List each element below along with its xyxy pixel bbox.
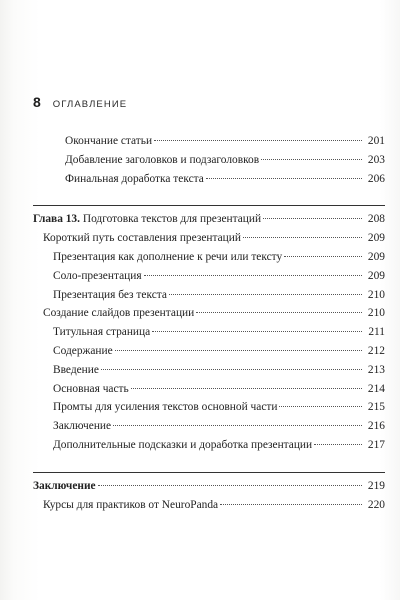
toc-leader-dots [152,331,362,332]
toc-leader-dots [196,312,362,313]
toc-entry-prompts[interactable] [33,398,385,417]
toc-entry-title: Презентация как дополнение к речи или тексту [53,250,283,263]
toc-leader-dots [144,275,362,276]
toc-entry-page: 213 [367,363,385,376]
toc-entry-page: 210 [367,288,385,301]
toc-entry-title: Заключение [33,479,96,492]
toc-entry-title: Курсы для практиков от NeuroPanda [43,498,219,511]
toc-entry-presentation-addition[interactable] [33,248,385,267]
divider [33,472,385,473]
toc-entry-title: Добавление заголовков и подзаголовков [65,153,260,166]
toc-chapter-title-wrap [33,210,261,229]
toc-chapter-13[interactable] [33,210,385,229]
toc-entry-title: Титульная страница [53,326,151,339]
toc-entry-page: 212 [367,344,385,357]
toc-entry-page: 208 [367,213,385,226]
toc-entry-page: 201 [367,135,385,147]
toc-entry-page: 209 [367,269,385,282]
toc-leader-dots [261,159,362,160]
toc-entry-title-page[interactable] [33,323,385,342]
toc-entry-page: 211 [368,326,385,339]
toc-chapter-label: Глава 13. [33,213,80,226]
toc-leader-dots [279,406,362,407]
toc-leader-dots [220,504,362,505]
toc-leader-dots [263,218,362,219]
toc-entry-title: Соло-презентация [53,269,142,282]
toc-entry-page: 214 [367,382,385,395]
toc-entry-page: 206 [367,172,385,185]
toc-entry-title: Создание слайдов презентации [43,307,195,320]
toc-entry-main-part[interactable] [33,380,385,399]
toc-entry-contents[interactable] [33,342,385,361]
section-title: ОГЛАВЛЕНИЕ [52,99,128,110]
toc-entry-page: 209 [367,232,385,245]
divider [33,205,385,206]
toc-entry-page: 209 [367,250,385,263]
toc-entry-title: Введение [53,363,99,376]
toc-entry-creating-slides[interactable] [33,304,385,323]
section-gap [33,455,385,468]
toc-entry-conclusion[interactable] [33,477,385,496]
section-gap [33,188,385,201]
toc-leader-dots [206,178,362,179]
toc-entry-courses[interactable] [33,496,385,515]
toc-entry-title: Содержание [53,344,113,357]
toc-entry-title: Окончание статьи [65,135,153,147]
toc-entry-page: 219 [367,479,385,492]
table-of-contents [33,132,385,514]
toc-leader-dots [98,485,362,486]
toc-entry-title: Короткий путь составления презентаций [43,232,241,245]
toc-entry-page: 217 [367,438,385,451]
toc-leader-dots [314,444,362,445]
toc-entry-adding-headings[interactable] [33,151,385,170]
toc-entry-title: Заключение [53,420,112,433]
toc-leader-dots [115,350,362,351]
toc-entry-title: Промты для усиления текстов основной части [53,401,278,414]
toc-entry-page: 210 [367,307,385,320]
toc-entry-title: Основная часть [53,382,129,395]
toc-leader-dots [131,388,362,389]
toc-entry-title: Презентация без текста [53,288,167,301]
toc-leader-dots [101,369,362,370]
toc-leader-dots [113,425,362,426]
toc-leader-dots [284,256,362,257]
toc-entry-title: Дополнительные подсказки и доработка презентации [53,438,313,451]
toc-entry-short-path[interactable] [33,229,385,248]
toc-entry-article-ending[interactable] [33,132,385,151]
toc-leader-dots [169,294,362,295]
toc-entry-solo-presentation[interactable] [33,267,385,286]
toc-entry-page: 203 [367,153,385,166]
toc-chapter-title: Подготовка текстов для презентаций [82,213,262,226]
toc-leader-dots [154,140,362,141]
toc-entry-page: 220 [367,498,385,511]
running-head [33,94,127,110]
page-number: 8 [33,94,41,110]
toc-entry-presentation-no-text[interactable] [33,286,385,305]
toc-entry-extra-tips[interactable] [33,436,385,455]
toc-leader-dots [243,237,362,238]
toc-entry-final-editing[interactable] [33,170,385,189]
toc-entry-introduction[interactable] [33,361,385,380]
toc-entry-slide-conclusion[interactable] [33,417,385,436]
toc-entry-page: 216 [367,420,385,433]
toc-entry-page: 215 [367,401,385,414]
toc-entry-title: Финальная доработка текста [65,172,204,185]
